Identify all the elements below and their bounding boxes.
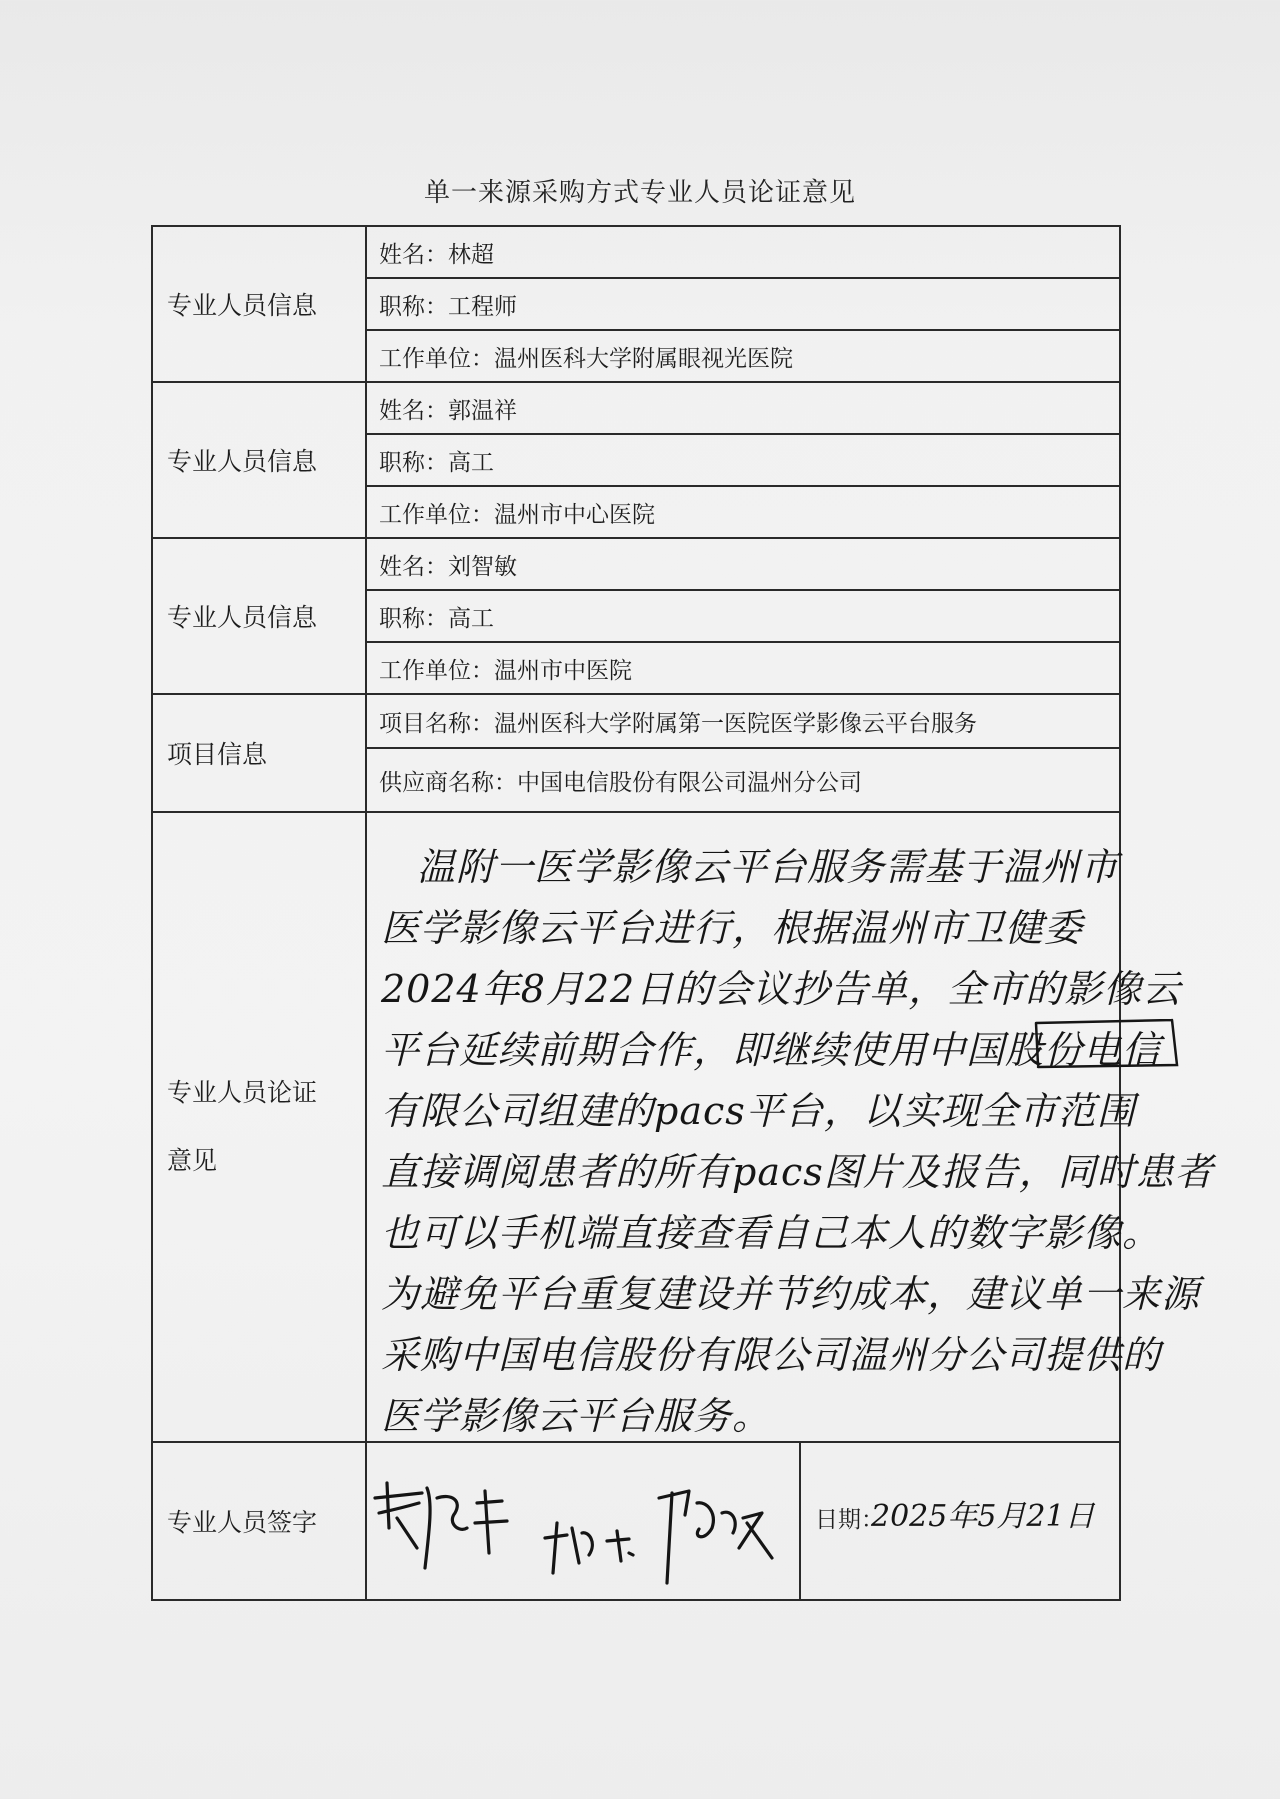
expert-1-title: 职称：工程师 bbox=[366, 278, 1120, 330]
opinion-label-line2: 意见 bbox=[167, 1146, 218, 1175]
project-name: 项目名称：温州医科大学附属第一医院医学影像云平台服务 bbox=[366, 694, 1120, 748]
project-section-label: 项目信息 bbox=[152, 694, 366, 812]
opinion-line: 为避免平台重复建设并节约成本，建议单一来源 bbox=[381, 1272, 1201, 1316]
date-cell bbox=[800, 1442, 1120, 1600]
expert-3-unit: 工作单位：温州市中医院 bbox=[366, 642, 1120, 694]
expert-1-name-row bbox=[152, 226, 1120, 278]
date-label: 日期： bbox=[815, 1507, 884, 1533]
opinion-section-label bbox=[152, 812, 366, 1442]
expert-2-unit: 工作单位：温州市中心医院 bbox=[366, 486, 1120, 538]
opinion-line: 采购中国电信股份有限公司温州分公司提供的 bbox=[381, 1333, 1162, 1377]
expert-3-title: 职称：高工 bbox=[366, 590, 1120, 642]
signature-section-label: 专业人员签字 bbox=[152, 1442, 366, 1600]
supplier-name: 供应商名称：中国电信股份有限公司温州分公司 bbox=[366, 748, 1120, 812]
handwritten-date: 2025年5月21日 bbox=[871, 1499, 1095, 1534]
opinion-line: 医学影像云平台进行，根据温州市卫健委 bbox=[381, 906, 1084, 950]
expert-2-name: 姓名：郭温祥 bbox=[366, 382, 1120, 434]
opinion-line: 温附一医学影像云平台服务需基于温州市 bbox=[417, 845, 1120, 889]
opinion-cell bbox=[366, 812, 1214, 1442]
opinion-line: 2024年8月22日的会议抄告单，全市的影像云 bbox=[381, 967, 1182, 1011]
expert-2-title: 职称：高工 bbox=[366, 434, 1120, 486]
opinion-line: 有限公司组建的pacs平台，以实现全市范围 bbox=[381, 1089, 1136, 1133]
expert-3-section-label: 专业人员信息 bbox=[152, 538, 366, 694]
handwritten-opinion bbox=[381, 837, 1280, 1447]
handwritten-signatures-graphic bbox=[367, 1443, 801, 1599]
signature-cell bbox=[366, 1442, 800, 1600]
opinion-label-line1: 专业人员论证 bbox=[167, 1078, 318, 1107]
expert-2-section-label: 专业人员信息 bbox=[152, 382, 366, 538]
document-title: 单一来源采购方式专业人员论证意见 bbox=[423, 178, 856, 208]
expert-1-section-label: 专业人员信息 bbox=[152, 226, 366, 382]
opinion-line: 医学影像云平台服务。 bbox=[381, 1394, 772, 1438]
expert-1-name: 姓名：林超 bbox=[366, 226, 1120, 278]
expert-3-name: 姓名：刘智敏 bbox=[366, 538, 1120, 590]
expert-1-unit: 工作单位：温州医科大学附属眼视光医院 bbox=[366, 330, 1120, 382]
argument-form-table bbox=[151, 225, 1214, 1601]
opinion-line: 平台延续前期合作，即继续使用中国股份电信 bbox=[381, 1028, 1162, 1072]
opinion-line: 直接调阅患者的所有pacs图片及报告，同时患者 bbox=[381, 1150, 1214, 1194]
handwritten-correction-box bbox=[1032, 1015, 1182, 1075]
opinion-line: 也可以手机端直接查看自己本人的数字影像。 bbox=[381, 1211, 1162, 1255]
